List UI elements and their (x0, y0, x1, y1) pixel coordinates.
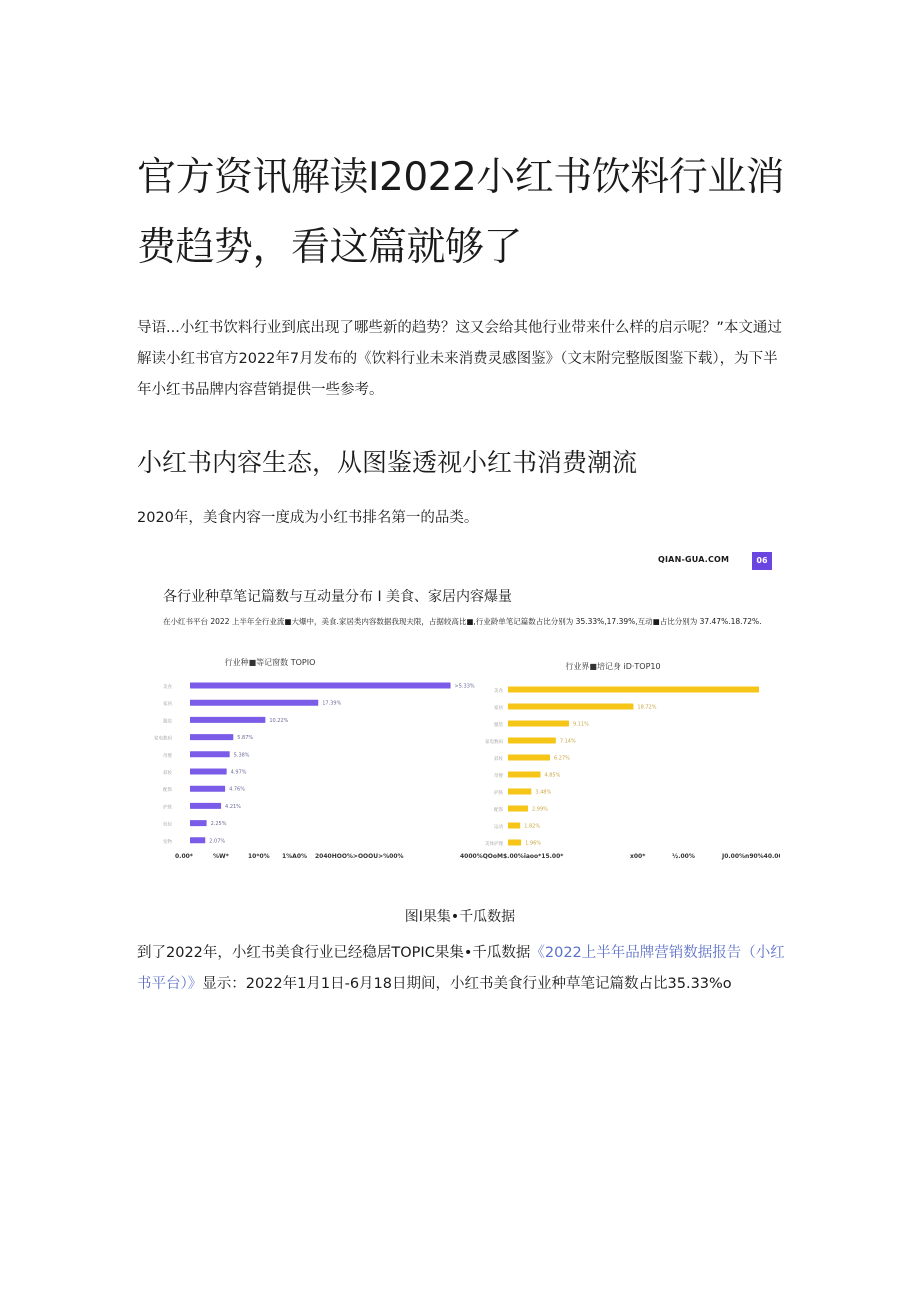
chart-0-category-label: 包包 (163, 822, 172, 828)
chart-1-category-label: 家居 (494, 706, 503, 711)
chart-0-bar (190, 803, 221, 809)
intro-paragraph: 导语...小红书饮料行业到底出现了哪些新的趋势？这又会给其他行业带来什么样的启示呢？”本文通过解读小红书官方2022年7月发布的《饮料行业未来消费灵感图鉴》（文末附完整版图鉴下载），为下半年小红书品牌内容营销提供一些参考。 (137, 320, 782, 398)
chart-0-data-label: 4.21% (225, 803, 241, 810)
chart-1-tick-label: J0.00%n90%40.00* (722, 853, 780, 860)
chart-1-data-label: 7.14% (559, 738, 576, 745)
chart-1-bar (508, 687, 759, 693)
paragraph-2022 (137, 938, 787, 1000)
chart-0-data-label: 2.07% (209, 838, 226, 845)
chart-1-category-label: 配饰 (494, 808, 503, 813)
chart-0-bar (190, 837, 205, 843)
chart-1-bar (508, 789, 531, 795)
chart-0-data-label: 4.76% (229, 786, 245, 793)
chart-1-data-label: 9.11% (573, 721, 589, 728)
chart-0-bar (190, 751, 230, 757)
chart-1-bar (508, 704, 633, 710)
chart-1-category-label: 母婴 (494, 774, 503, 779)
paragraph-2022-text-b: 显示：2022年1月1日-6月18日期间，小红书美食行业种草笔记篇数占比35.33%o (202, 976, 732, 992)
chart-1-bar (508, 721, 569, 727)
chart-0-bar (190, 683, 451, 689)
chart-0-bar (190, 700, 318, 706)
chart-0-tick-label: 1%A0% (282, 853, 308, 860)
chart-0-category-label: 护肤 (163, 805, 172, 811)
paragraph-2020: 2020年，美食内容一度成为小红书排名第一的品类。 (137, 510, 479, 526)
chart-0-bar (190, 769, 227, 775)
chart-0-bar (190, 734, 233, 740)
chart-0-category-label: 家居 (163, 702, 172, 708)
chart-0-bar (190, 786, 225, 792)
chart-1-category-label: 家电数码 (485, 740, 503, 745)
chart-1-data-label: 6.27% (554, 755, 570, 762)
chart-1-category-label: 护肤 (494, 791, 503, 796)
chart-1-data-label: 2.99% (532, 806, 548, 813)
chart-0-category-label: 服装 (163, 719, 172, 725)
chart-0-data-label: 10.22% (269, 717, 289, 724)
chart-0-data-label: 5.87% (237, 735, 254, 742)
chart-1-data-label: 3.48% (535, 789, 552, 796)
chart-1-category-label: 服装 (494, 723, 503, 728)
chart-1-category-label: 彩妆 (494, 757, 503, 762)
chart-0-category-label: 母婴 (163, 753, 172, 759)
chart-1-tick-label: 4000%QOoM$.00%iaoo*15.00* (460, 853, 564, 860)
chart-1-bar (508, 738, 556, 744)
chart-0-bar (190, 717, 265, 723)
figure-caption: 图I果集•千瓜数据 (404, 909, 516, 925)
chart-1-bar (508, 840, 521, 846)
chart-1-bar (508, 823, 520, 829)
chart-0-data-label: 2.25% (210, 821, 227, 828)
chart-1-tick-label: ½.00% (672, 853, 695, 860)
chart-1-data-label: 18.72% (637, 704, 657, 711)
chart-1-data-label: 1.82% (524, 823, 541, 830)
chart-1-data-label: 4.85% (544, 772, 561, 779)
chart-0-data-label: >5.33% (454, 683, 475, 690)
article-title: 官方资讯解读I2022小红书饮料行业消费趋势，看这篇就够了 (137, 155, 785, 270)
chart-1-bar (508, 806, 528, 812)
chart-0-tick-label: 10*0% (248, 853, 270, 860)
chart-1-category-label: 美食 (494, 689, 503, 694)
figure-title: 各行业种草笔记篇数与互动量分布 I 美食、家居内容爆量 (163, 589, 513, 605)
chart-0-category-label: 家电数码 (154, 736, 172, 742)
figure-brand: QIAN-GUA.COM (658, 555, 730, 564)
chart-0-category-label: 美食 (163, 685, 172, 690)
report-link[interactable]: 《2022上半年品牌营销数据报告（小红书平台）》 (137, 945, 785, 992)
chart-0-category-label: 彩妆 (163, 771, 172, 776)
chart-1-category-label: 美体护理 (485, 842, 503, 847)
chart-0-tick-label: 0.00* (175, 853, 193, 860)
chart-1-tick-label: x00* (630, 853, 646, 860)
chart-0-data-label: 5.38% (233, 752, 250, 759)
chart-0-title: 行业种■等记窗数 TOPIO (224, 658, 316, 667)
chart-0-tick-label: %W* (213, 853, 229, 860)
chart-1-bar (508, 772, 540, 778)
chart-0-tick-label: 2040HOO%>OOOU>%00% (315, 853, 404, 860)
chart-0-data-label: 4.97% (230, 769, 247, 776)
section-heading: 小红书内容生态，从图鉴透视小红书消费潮流 (137, 448, 638, 477)
chart-0-category-label: 配饰 (163, 788, 172, 794)
chart-1-bar (508, 755, 550, 761)
chart-0-bar (190, 820, 207, 826)
chart-1-category-label: 运动 (494, 825, 503, 830)
chart-1-title: 行业界■培记身 iD·TOP10 (565, 662, 661, 671)
figure-description: 在小红书平台 2022 上半年全行业流■大爆中，美食.家居类内容数据我现夫限，占据较高比■,行业龄单笔记篇数占比分别为 35.33%,17.39%,互动■占比分别为 37.47%.18.72%. (163, 617, 762, 626)
chart-0-category-label: 宠物 (163, 839, 172, 845)
page-badge: 06 (752, 552, 772, 570)
paragraph-2022-text-a: 到了2022年，小红书美食行业已经稳居TOPIC果集•千瓜数据 (137, 945, 531, 961)
chart-1-data-label: 1.96% (525, 840, 542, 847)
chart-0-data-label: 17.39% (322, 700, 342, 707)
